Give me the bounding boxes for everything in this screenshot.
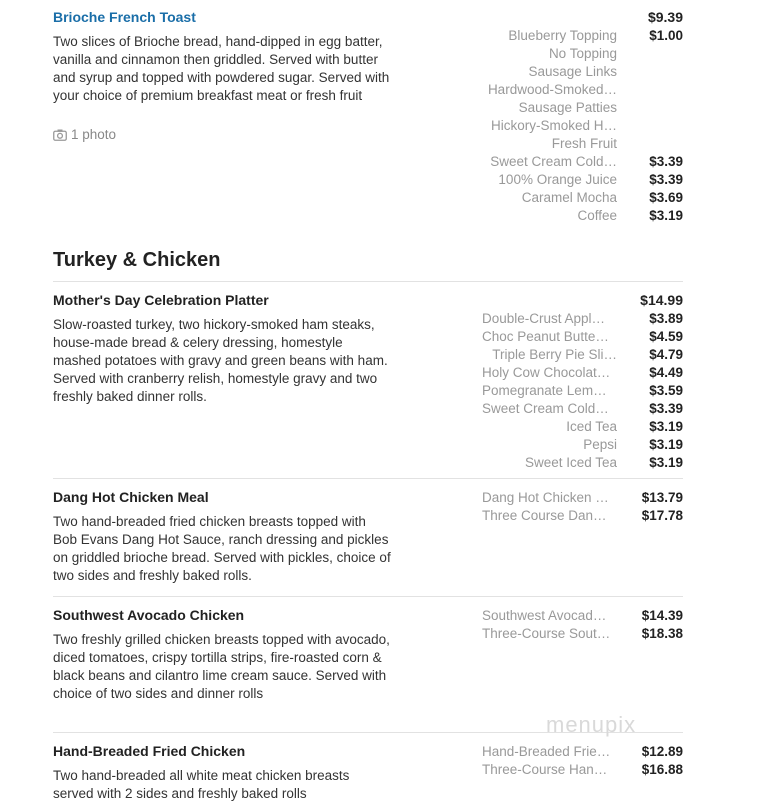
option-row[interactable] [482,63,683,81]
option-price: $3.39 [649,154,683,169]
option-label: Sausage Links [528,64,617,79]
option-label: Caramel Mocha [521,190,617,205]
option-label: Double-Crust Appl… [482,311,606,326]
option-row[interactable] [482,507,683,525]
item-name: Mother's Day Celebration Platter [53,292,269,308]
item-divider [53,478,683,479]
option-row[interactable] [482,310,683,328]
menu-item-brioche-french-toast [53,9,683,229]
option-label: Fresh Fruit [551,136,617,151]
option-label: Three-Course Sout… [482,626,611,641]
option-price: $3.19 [649,455,683,470]
item-price: $9.39 [647,9,683,25]
option-price: $16.88 [641,762,683,777]
item-name: Southwest Avocado Chicken [53,607,245,623]
option-label: Sweet Cream Cold… [490,154,617,169]
option-price: $3.19 [649,437,683,452]
option-price: $14.39 [641,608,683,623]
option-label: No Topping [548,46,617,61]
option-label: Pomegranate Lem… [482,383,607,398]
item-price: $14.99 [640,292,683,308]
option-row[interactable] [482,346,683,364]
section-title: Turkey & Chicken [53,249,221,271]
menu-item-hand-breaded-fried-chicken [53,743,683,805]
item-description: Two slices of Brioche bread, hand-dipped in egg batter, vanilla and cinnamon then griddled. Served with butter and syrup and topped with powdered sugar. Served with your choice of premium breakfast meat or fresh fruit [53,34,390,103]
menu-item-mothers-day-platter [53,292,683,472]
option-price: $1.00 [649,28,683,43]
option-list [482,607,683,643]
option-label: Dang Hot Chicken … [482,490,609,505]
option-price: $4.79 [649,347,683,362]
option-row[interactable] [482,625,683,643]
option-label: Pepsi [583,437,617,452]
option-row[interactable] [482,743,683,761]
item-divider [53,596,683,597]
option-price: $4.59 [649,329,683,344]
option-price: $3.39 [649,172,683,187]
menu-item-southwest-avocado-chicken [53,607,683,725]
option-list [482,489,683,525]
option-row[interactable] [482,418,683,436]
option-price: $3.19 [649,208,683,223]
section-divider [53,281,683,282]
option-row[interactable] [482,27,683,45]
option-row[interactable] [482,171,683,189]
option-row[interactable] [482,117,683,135]
option-price: $3.69 [649,190,683,205]
option-label: Iced Tea [566,419,617,434]
option-label: 100% Orange Juice [498,172,617,187]
option-label: Three Course Dan… [482,508,607,523]
option-label: Hickory-Smoked H… [490,118,617,133]
menu-item-dang-hot-chicken [53,489,683,589]
item-description: Two freshly grilled chicken breasts topped with avocado, diced tomatoes, crispy tortilla strips, fire-roasted corn & black beans and cilantro lime cream sauce. Served with choice of two sides and dinner rolls [53,632,390,701]
option-label: Holy Cow Chocolat… [482,365,611,380]
option-row[interactable] [482,328,683,346]
option-price: $3.89 [649,311,683,326]
option-row[interactable] [482,99,683,117]
item-name-link[interactable]: Brioche French Toast [53,9,196,25]
option-price: $3.59 [649,383,683,398]
option-label: Three-Course Han… [482,762,608,777]
option-price: $13.79 [641,490,683,505]
item-description: Two hand-breaded all white meat chicken breasts served with 2 sides and freshly baked rolls [53,768,350,801]
option-label: Coffee [577,208,617,223]
option-row[interactable] [482,382,683,400]
option-price: $4.49 [649,365,683,380]
item-description: Slow-roasted turkey, two hickory-smoked ham steaks, house-made bread & celery dressing, homestyle mashed potatoes with gravy and green beans with ham. Served with cranberry relish, homestyle gravy and two freshly baked dinner rolls. [53,317,388,404]
option-row[interactable] [482,454,683,472]
option-list [482,310,683,472]
option-price: $3.39 [649,401,683,416]
option-label: Triple Berry Pie Sli… [492,347,617,362]
option-label: Southwest Avocad… [482,608,607,623]
option-row[interactable] [482,607,683,625]
option-row[interactable] [482,189,683,207]
option-row[interactable] [482,400,683,418]
option-label: Hand-Breaded Frie… [482,744,611,759]
photo-count: 1 photo [71,127,117,142]
photo-link[interactable] [53,127,116,142]
option-label: Sausage Patties [518,100,617,115]
option-label: Hardwood-Smoked… [487,82,617,97]
option-row[interactable] [482,45,683,63]
option-price: $3.19 [649,419,683,434]
option-list [482,27,683,225]
item-name: Dang Hot Chicken Meal [53,489,209,505]
option-label: Blueberry Topping [508,28,617,43]
option-price: $18.38 [641,626,683,641]
option-row[interactable] [482,153,683,171]
camera-icon [53,129,67,141]
option-label: Sweet Iced Tea [524,455,617,470]
option-label: Sweet Cream Cold… [482,401,609,416]
watermark-logo: menupix [546,712,637,737]
option-row[interactable] [482,207,683,225]
option-row[interactable] [482,436,683,454]
option-row[interactable] [482,364,683,382]
option-row[interactable] [482,81,683,99]
option-row[interactable] [482,489,683,507]
option-list [482,743,683,779]
item-name: Hand-Breaded Fried Chicken [53,743,246,759]
option-price: $12.89 [641,744,683,759]
option-price: $17.78 [641,508,683,523]
item-description: Two hand-breaded fried chicken breasts topped with Bob Evans Dang Hot Sauce, ranch dressing and pickles on griddled brioche bread. Served with pickles, choice of two sides and freshly baked rolls. [53,514,391,583]
option-row[interactable] [482,761,683,779]
option-label: Choc Peanut Butte… [482,329,609,344]
option-row[interactable] [482,135,683,153]
